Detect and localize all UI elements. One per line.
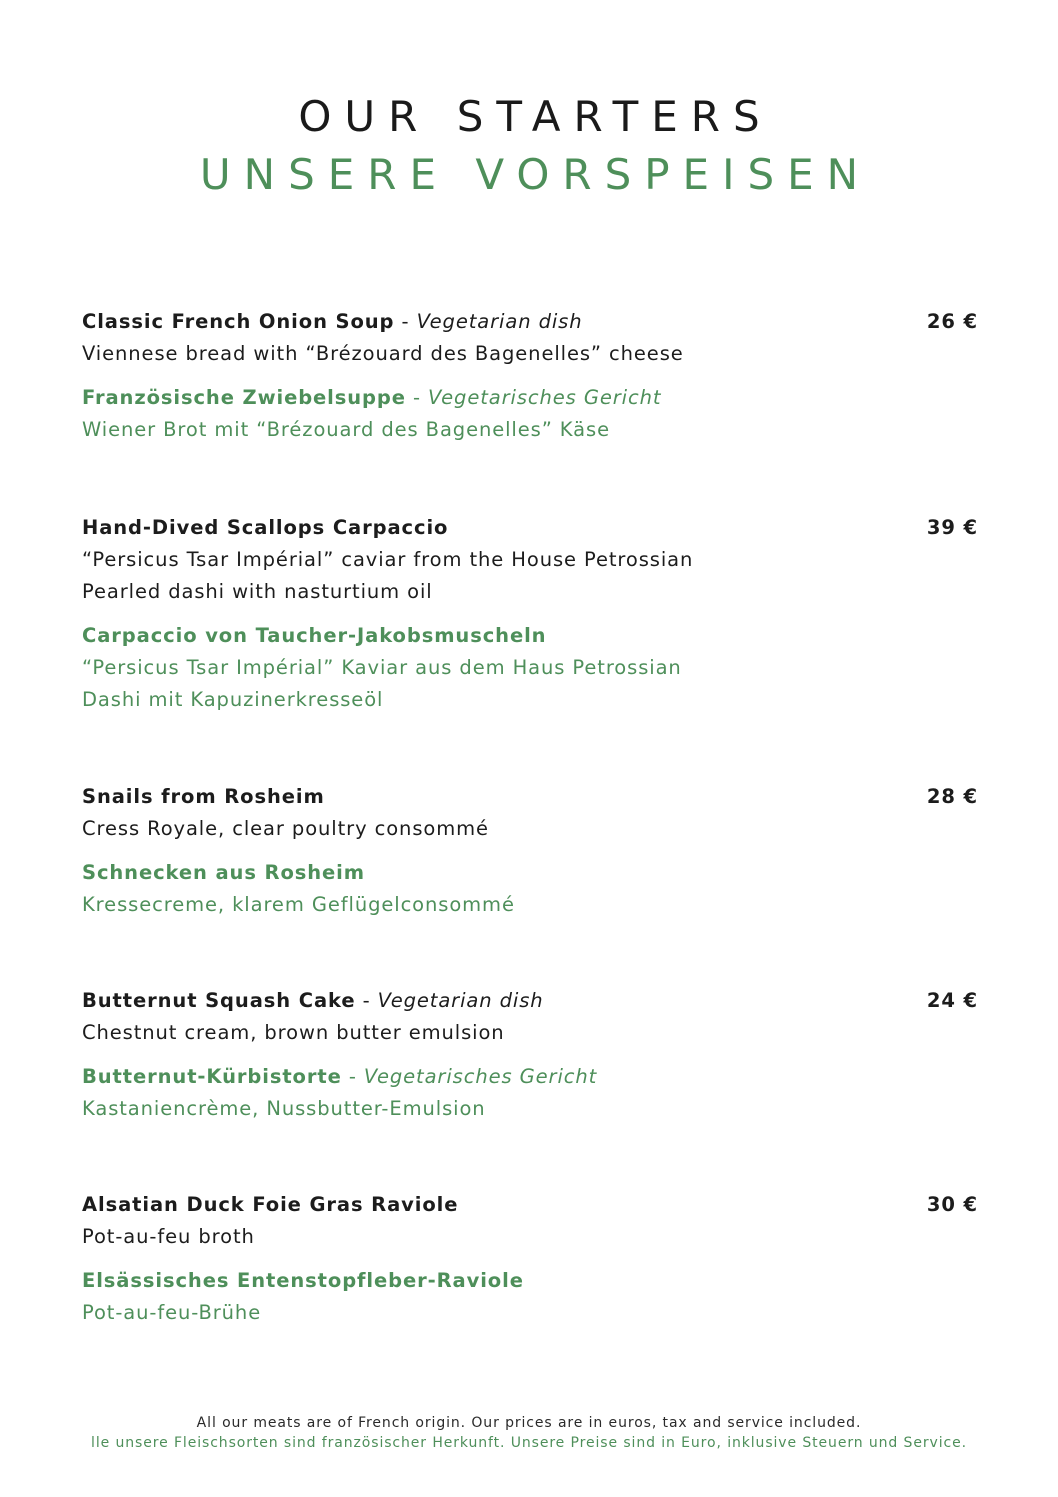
menu-item-separator-de: - xyxy=(405,386,429,409)
menu-item-price: 24 € xyxy=(926,989,978,1012)
menu-item-name-de: Carpaccio von Taucher-Jakobsmuscheln xyxy=(82,624,547,647)
menu-item-name-de: Französische Zwiebelsuppe xyxy=(82,386,406,409)
menu-item-description: Pearled dashi with nasturtium oil xyxy=(82,580,433,603)
menu-item-description: Cress Royale, clear poultry consommé xyxy=(82,817,489,840)
menu-item-english xyxy=(82,985,978,1049)
menu-item xyxy=(82,512,978,716)
menu-item-name-line xyxy=(82,1189,978,1221)
menu-item-name-line-de xyxy=(82,382,978,414)
menu-item xyxy=(82,781,978,921)
page-title-german: UNSERE VORSPEISEN xyxy=(199,150,872,199)
menu-item xyxy=(82,306,978,446)
menu-item-price: 28 € xyxy=(926,785,978,808)
menu-item-german xyxy=(82,382,978,446)
menu-item-separator: - xyxy=(355,989,378,1012)
menu-item-german xyxy=(82,1061,978,1125)
menu-item-description: Chestnut cream, brown butter emulsion xyxy=(82,1021,505,1044)
menu-item-name: Classic French Onion Soup xyxy=(82,310,395,333)
menu-item-english xyxy=(82,781,978,845)
menu-item-name: Alsatian Duck Foie Gras Raviole xyxy=(82,1193,459,1216)
menu-item-separator: - xyxy=(394,310,417,333)
menu-item-name-line-de xyxy=(82,1265,978,1297)
menu-item-separator-de: - xyxy=(341,1065,364,1088)
vegetarian-tag-de: Vegetarisches Gericht xyxy=(428,386,662,409)
vegetarian-tag: Vegetarian dish xyxy=(416,310,583,333)
menu-item-description-de: Kastaniencrème, Nussbutter-Emulsion xyxy=(82,1097,486,1120)
menu-item-description-de: Dashi mit Kapuzinerkresseöl xyxy=(82,688,384,711)
menu-item-german xyxy=(82,620,978,716)
menu-item-price: 39 € xyxy=(926,516,978,539)
menu-item-english xyxy=(82,306,978,370)
menu-item-description: Pot-au-feu broth xyxy=(82,1225,255,1248)
menu-item-description-de: Pot-au-feu-Brühe xyxy=(82,1301,262,1324)
menu-item-name-de: Schnecken aus Rosheim xyxy=(82,861,365,884)
menu-item xyxy=(82,985,978,1125)
menu-item-description: “Persicus Tsar Impérial” caviar from the House Petrossian xyxy=(82,548,694,571)
menu-item-description-de: Kressecreme, klarem Geflügelconsommé xyxy=(82,893,515,916)
menu-item-name-line-de xyxy=(82,620,978,652)
menu-item-english xyxy=(82,1189,978,1253)
menu-item-name-line xyxy=(82,306,978,338)
menu-item-description: Viennese bread with “Brézouard des Bagenelles” cheese xyxy=(82,342,684,365)
menu-item-name-line xyxy=(82,781,978,813)
vegetarian-tag-de: Vegetarisches Gericht xyxy=(363,1065,598,1088)
menu-item-name-de: Elsässisches Entenstopfleber-Raviole xyxy=(82,1269,524,1292)
menu-item-name-line xyxy=(82,985,978,1017)
menu-item xyxy=(82,1189,978,1329)
menu-item-description-de: “Persicus Tsar Impérial” Kaviar aus dem Haus Petrossian xyxy=(82,656,682,679)
menu-item-german xyxy=(82,1265,978,1329)
menu-item-price: 30 € xyxy=(926,1193,978,1216)
menu-item-name-line-de xyxy=(82,857,978,889)
footer-note-english: All our meats are of French origin. Our prices are in euros, tax and service included. xyxy=(196,1415,862,1431)
footer-note-german: lle unsere Fleischsorten sind französischer Herkunft. Unsere Preise sind in Euro, inklusive Steuern und Service. xyxy=(91,1435,967,1451)
menu-item-german xyxy=(82,857,978,921)
menu-item-name-line xyxy=(82,512,978,544)
menu-item-price: 26 € xyxy=(926,310,978,333)
page-title-english: OUR STARTERS xyxy=(298,92,773,141)
menu-item-name: Hand-Dived Scallops Carpaccio xyxy=(82,516,449,539)
menu-item-name: Butternut Squash Cake xyxy=(82,989,356,1012)
menu-item-english xyxy=(82,512,978,608)
menu-item-description-de: Wiener Brot mit “Brézouard des Bagenelles” Käse xyxy=(82,418,610,441)
vegetarian-tag: Vegetarian dish xyxy=(377,989,544,1012)
menu-item-name: Snails from Rosheim xyxy=(82,785,325,808)
menu-item-name-line-de xyxy=(82,1061,978,1093)
menu-item-name-de: Butternut-Kürbistorte xyxy=(82,1065,342,1088)
